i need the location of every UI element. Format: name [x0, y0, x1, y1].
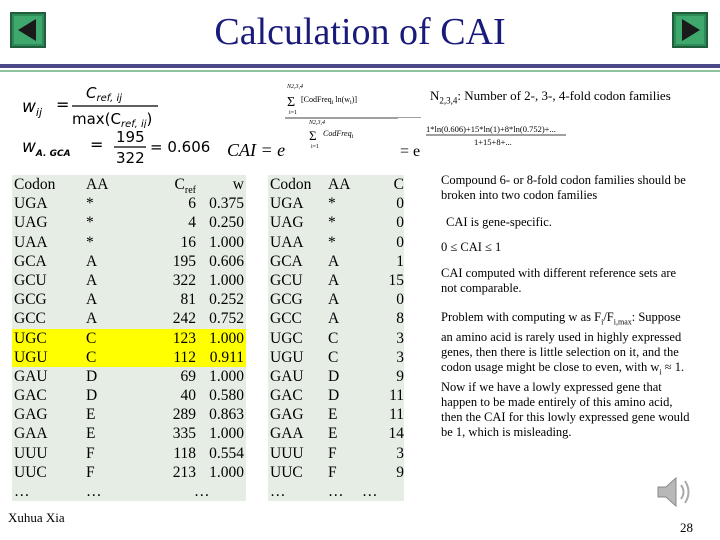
- table-cell: *: [328, 233, 336, 251]
- table-cell: 3: [396, 329, 404, 347]
- aa-column-2: [328, 175, 350, 501]
- table-cell: 3: [396, 348, 404, 366]
- table-cell: 112: [173, 348, 196, 366]
- table-cell: 118: [173, 444, 196, 462]
- cref-column: [150, 175, 196, 501]
- table-cell: 14: [388, 425, 404, 443]
- table-cell: UGA: [270, 195, 304, 213]
- codon-column: [14, 175, 55, 501]
- table-cell: GAC: [14, 387, 47, 405]
- table-cell: *: [86, 214, 94, 232]
- codon-column-2: [270, 175, 311, 501]
- table-cell: UGC: [270, 329, 303, 347]
- ellipsis-cell: …: [194, 483, 210, 501]
- table-cell: F: [86, 463, 95, 481]
- table-cell: 81: [180, 291, 196, 309]
- table-cell: E: [328, 425, 338, 443]
- ellipsis-cell: …: [328, 483, 344, 500]
- author-name: Xuhua Xia: [8, 510, 65, 525]
- table-cell: *: [86, 233, 94, 251]
- table-cell: 16: [180, 233, 196, 251]
- table-cell: GCG: [14, 291, 47, 309]
- note-cai-range: 0 ≤ CAI ≤ 1: [441, 240, 502, 254]
- table-cell: GCC: [14, 310, 46, 328]
- table-cell: 9: [396, 463, 404, 481]
- table-cell: 9: [396, 367, 404, 385]
- svg-text:max(Cref, ij): $\max(C_{ref, ij})$: [72, 110, 153, 130]
- table-cell: 1.000: [209, 367, 244, 385]
- table-cell: A: [86, 252, 98, 270]
- table-cell: 0.752: [209, 310, 244, 328]
- table-cell: GAG: [270, 406, 304, 424]
- table-cell: 0.554: [209, 444, 244, 462]
- svg-text:wA. GCA: $w_{A. GCA}$: [22, 137, 71, 159]
- table-cell: 15: [388, 271, 404, 289]
- table-cell: 1.000: [209, 329, 244, 347]
- svg-text:N2,3,4: N2,3,4: [287, 84, 304, 90]
- table-cell: A: [86, 271, 98, 289]
- table-cell: UAG: [270, 214, 304, 232]
- table-cell: 0: [396, 214, 404, 232]
- table-cell: 11: [389, 387, 404, 405]
- column-header: AA: [86, 176, 109, 193]
- svg-text:Σ: Σ: [287, 95, 296, 110]
- svg-text:Σ: Σ: [309, 128, 317, 143]
- svg-text:wij: $w_{ij}$: [22, 97, 43, 119]
- table-cell: 1.000: [209, 463, 244, 481]
- svg-text:[CodFreqi ln(wi)]: [CodFreq$_i$ $\ln(w_i)$]: [301, 95, 358, 106]
- table-cell: 0.250: [209, 214, 244, 232]
- table-cell: 213: [172, 463, 196, 481]
- table-cell: GAA: [14, 425, 48, 443]
- table-cell: 8: [396, 310, 404, 328]
- table-cell: 1.000: [209, 233, 244, 251]
- table-cell: 69: [180, 367, 196, 385]
- svg-text:N2,3,4: N2,3,4: [309, 120, 326, 126]
- table-cell: 335: [172, 425, 196, 443]
- table-cell: GAU: [270, 367, 304, 385]
- column-header: Codon: [14, 176, 56, 193]
- svg-text:= e: = e: [400, 143, 421, 160]
- svg-text:1*ln(0.606)+15*ln(1)+8*ln(0.75: 1*ln(0.606)+15*ln(1)+8*ln(0.752)+...: [426, 124, 556, 134]
- table-cell: C: [86, 348, 97, 366]
- table-cell: UUC: [270, 463, 303, 481]
- table-cell: UGA: [14, 195, 48, 213]
- table-cell: UAG: [14, 214, 48, 232]
- table-cell: 0.375: [209, 195, 244, 213]
- count-column: [360, 175, 404, 501]
- wij-formula: [20, 82, 160, 132]
- table-cell: *: [86, 195, 94, 213]
- audio-speaker-icon[interactable]: [654, 472, 694, 512]
- table-cell: D: [328, 387, 340, 405]
- svg-text:=: =: [56, 95, 70, 114]
- svg-text:322: 322: [116, 149, 145, 167]
- ellipsis-cell: …: [86, 483, 102, 500]
- note-problem: Problem with computing w as $F_i/F_{i,max}$: Suppose an amino acid is rarely used in highly expressed genes, then there is little selection on it, and the codon usage might be close to even, with $w_i \approx 1$. Now if we have a lowly expressed gene that happen to be made entirely of this amino acid, then the CAI for this lowly expressed gene would be 1, which is misleading.: [441, 310, 690, 440]
- table-cell: 3: [396, 444, 404, 462]
- column-header: AA: [328, 176, 351, 193]
- table-cell: A: [86, 310, 98, 328]
- table-cell: GAG: [14, 406, 48, 424]
- table-cell: 0: [396, 195, 404, 213]
- table-cell: 1: [396, 252, 404, 270]
- table-cell: 6: [188, 195, 196, 213]
- table-cell: 289: [172, 406, 196, 424]
- table-cell: C: [328, 348, 339, 366]
- table-cell: UGU: [270, 348, 304, 366]
- cai-formula: [225, 78, 425, 162]
- table-cell: 0.580: [209, 387, 244, 405]
- column-header: $C_{ref}$: [174, 176, 196, 197]
- table-cell: C: [86, 329, 97, 347]
- table-cell: UUU: [270, 444, 304, 462]
- table-cell: A: [328, 310, 340, 328]
- table-cell: 0.252: [209, 291, 244, 309]
- table-cell: D: [328, 367, 340, 385]
- table-cell: GCG: [270, 291, 303, 309]
- svg-text:195: 195: [116, 128, 145, 146]
- note-gene-specific: CAI is gene-specific.: [446, 215, 552, 229]
- table-cell: D: [86, 367, 98, 385]
- ellipsis-cell: [150, 482, 196, 501]
- table-cell: GAA: [270, 425, 304, 443]
- svg-text:CodFreqi: CodFreq$_i$: [323, 129, 354, 140]
- aa-column: [86, 175, 108, 501]
- svg-text:=: =: [90, 135, 104, 154]
- table-cell: 0: [396, 291, 404, 309]
- table-cell: 322: [172, 271, 196, 289]
- table-cell: UUU: [14, 444, 48, 462]
- table-cell: GCA: [270, 252, 303, 270]
- table-cell: 0: [396, 233, 404, 251]
- svg-text:1+15+8+...: 1+15+8+...: [474, 137, 512, 147]
- column-header: Codon: [270, 176, 312, 193]
- table-cell: A: [328, 271, 340, 289]
- table-cell: GAU: [14, 367, 48, 385]
- table-cell: E: [328, 406, 338, 424]
- nfold-note: $N_{2,3,4}$: Number of 2-, 3-, 4-fold codon families: [430, 88, 671, 106]
- table-cell: F: [86, 444, 95, 462]
- svg-text:i=1: i=1: [311, 144, 320, 150]
- svg-text:= 0.606: = 0.606: [150, 138, 211, 156]
- column-header: C: [393, 176, 404, 193]
- table-cell: C: [328, 329, 339, 347]
- column-header: w: [232, 176, 244, 193]
- svg-text:Cref, ij: $C_{ref, ij}$: [86, 84, 123, 104]
- table-cell: A: [86, 291, 98, 309]
- cai-numeric-formula: [398, 118, 698, 162]
- table-cell: GCU: [270, 271, 303, 289]
- page-number: 28: [680, 520, 693, 535]
- table-cell: 40: [180, 387, 196, 405]
- table-cell: *: [328, 214, 336, 232]
- note-compound-families: Compound 6- or 8-fold codon families should be broken into two codon families: [441, 173, 686, 203]
- table-cell: 242: [172, 310, 196, 328]
- table-cell: E: [86, 425, 96, 443]
- table-cell: 11: [389, 406, 404, 424]
- table-cell: 1.000: [209, 425, 244, 443]
- table-cell: UAA: [14, 233, 48, 251]
- table-cell: 0.863: [209, 406, 244, 424]
- svg-text:i=1: i=1: [289, 110, 298, 116]
- table-cell: F: [328, 444, 337, 462]
- title-divider-light: [0, 70, 720, 72]
- table-cell: UGC: [14, 329, 47, 347]
- table-cell: GCA: [14, 252, 47, 270]
- ellipsis-cell: …: [270, 483, 286, 500]
- note-reference-sets: CAI computed with different reference sets are not comparable.: [441, 266, 677, 296]
- table-cell: UAA: [270, 233, 304, 251]
- table-cell: *: [328, 195, 336, 213]
- table-cell: GCU: [14, 271, 47, 289]
- table-cell: F: [328, 463, 337, 481]
- table-cell: UGU: [14, 348, 48, 366]
- table-cell: GCC: [270, 310, 302, 328]
- ellipsis-cell: …: [14, 483, 30, 500]
- table-cell: 4: [188, 214, 196, 232]
- wagca-formula: [20, 128, 211, 167]
- table-cell: E: [86, 406, 96, 424]
- table-cell: A: [328, 252, 340, 270]
- table-cell: D: [86, 387, 98, 405]
- svg-text:CAI = e: CAI = e: [227, 140, 286, 160]
- table-cell: A: [328, 291, 340, 309]
- table-cell: 195: [172, 252, 196, 270]
- slide-title: Calculation of CAI: [214, 11, 506, 53]
- table-cell: 0.606: [209, 252, 244, 270]
- table-cell: UUC: [14, 463, 47, 481]
- table-cell: 123: [172, 329, 196, 347]
- ellipsis-cell: …: [362, 483, 378, 501]
- title-divider-dark: [0, 64, 720, 68]
- w-column: [198, 175, 244, 501]
- table-cell: GAC: [270, 387, 303, 405]
- table-cell: 0.911: [209, 348, 244, 366]
- table-cell: 1.000: [209, 271, 244, 289]
